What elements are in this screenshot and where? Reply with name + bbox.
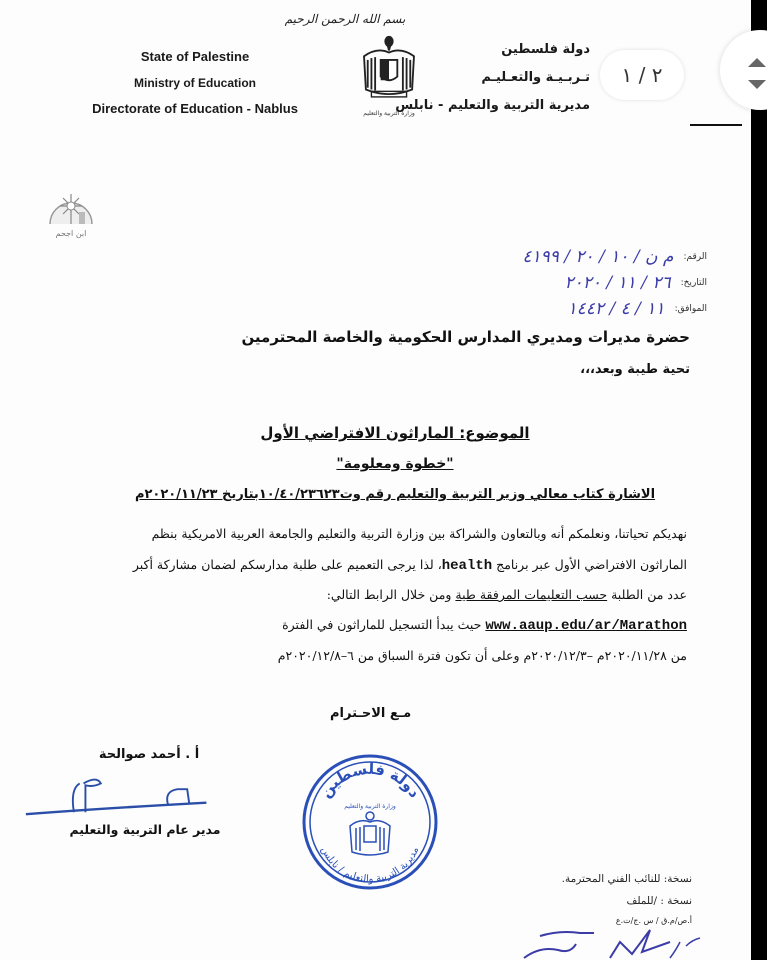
attached-instructions: حسب التعليمات المرفقة طية — [455, 587, 608, 602]
ref-number-label: الرقم: — [683, 252, 707, 262]
body-line-2-end: ، لذا يرجى التعميم على طلبة مدارسكم لضمان مشاركة أكبر — [132, 557, 442, 572]
initials-signatures-icon — [520, 928, 720, 960]
initials-line: أ.ص/م.ق / س .ج/ت.ع — [615, 916, 692, 925]
letterhead-arabic-line2: تـربـيـة والتعـليـم — [481, 70, 590, 85]
body-line-3-start: عدد من الطلبة — [607, 587, 687, 602]
ref-number-handwritten: م ن / ١٠ / ٢٠ / ٤١٩٩ — [522, 247, 674, 267]
ref-date-row — [564, 272, 707, 294]
closing-regards: مـع الاحـترام — [330, 706, 412, 721]
stamp-inner-text: وزارة التربية والتعليم — [344, 803, 396, 810]
addressee: حضرة مديرات ومديري المدارس الحكومية والخاصة المحترمين — [241, 328, 690, 346]
ref-date-handwritten: ٢٦ / ١١ / ٢٠٢٠ — [564, 273, 671, 293]
greeting: تحية طيبة وبعد،،، — [580, 362, 690, 377]
official-stamp — [300, 752, 440, 892]
program-name: health — [441, 558, 493, 574]
basmala: بسم الله الرحمن الرحيم — [284, 12, 406, 26]
page-counter-text: ٢ / ١ — [621, 63, 663, 87]
copy-to-technical-deputy: نسخة: للنائب الفني المحترمة. — [561, 873, 692, 885]
letterhead-arabic-line3: مديرية التربية والتعليم - نابلس — [395, 98, 590, 113]
chevron-down-icon[interactable] — [748, 80, 766, 89]
letterhead-arabic-line1: دولة فلسطين — [501, 42, 590, 57]
ref-hijri-label: الموافق: — [674, 304, 707, 314]
ref-hijri-row — [568, 298, 707, 320]
ref-number-row — [522, 246, 707, 268]
signatory-name: أ . أحمد صوالحة — [98, 747, 200, 762]
ref-hijri-handwritten: ١١ / ٤ / ١٤٤٢ — [567, 299, 665, 319]
signatory-title: مدير عام التربية والتعليم — [69, 822, 221, 837]
page-counter — [600, 50, 684, 100]
city-emblem-icon — [46, 184, 96, 244]
subject-slogan: "خطوة ومعلومة" — [336, 456, 454, 472]
stamp-bottom-text: مديرية التربية والتعليم / نابلس — [318, 845, 422, 886]
body-line-2 — [77, 555, 687, 576]
ref-date-label: التاريخ: — [680, 278, 707, 288]
header-rule — [690, 124, 742, 126]
body-line-2-start: الماراثون الافتراضي الأول عبر برنامج — [492, 557, 687, 572]
body-line-5: من ٢٠٢٠/١١/٢٨م –٢٠٢٠/١٢/٣م وعلى أن تكون فترة السباق من ٦–٢٠٢٠/١٢/٨م — [277, 648, 687, 663]
letterhead-english — [90, 44, 300, 122]
body-line-1: نهديكم تحياتنا، ونعلمكم أنه وبالتعاون والشراكة بين وزارة التربية والتعليم والجامعة العربية الامريكية بنظم — [151, 526, 687, 541]
page-nav-button[interactable] — [720, 30, 767, 110]
subject-reference: الاشارة كتاب معالي وزير التربية والتعليم رقم وت١٠/٤٠/٢٣٦٢٣بتاريخ ٢٠٢٠/١١/٢٣م — [134, 487, 656, 502]
body-line-3 — [77, 585, 687, 605]
body-line-3-end: ومن خلال الرابط التالي: — [326, 587, 456, 602]
subject-title: الموضوع: الماراثون الافتراضي الأول — [260, 424, 530, 442]
letterhead-arabic — [395, 36, 590, 120]
stamp-top-text: دولة فلسطين — [316, 759, 424, 802]
body-line-4 — [77, 615, 687, 636]
viewer-right-edge — [751, 0, 767, 960]
letterhead-english-line3: Directorate of Education - Nablus — [92, 101, 298, 116]
body-line-4-end: حيث يبدأ التسجيل للماراثون في الفترة — [282, 617, 486, 632]
side-emblem-text: ابن اجحم — [55, 229, 87, 238]
marathon-link[interactable]: www.aaup.edu/ar/Marathon — [485, 618, 687, 634]
emblem-caption: وزارة التربية والتعليم — [363, 110, 415, 117]
chevron-up-icon[interactable] — [748, 58, 766, 67]
signature-icon — [20, 770, 220, 818]
letterhead-english-line2: Ministry of Education — [133, 76, 256, 90]
letterhead-english-line1: State of Palestine — [140, 49, 250, 64]
copy-to-file: نسخة : /للملف — [626, 895, 692, 907]
